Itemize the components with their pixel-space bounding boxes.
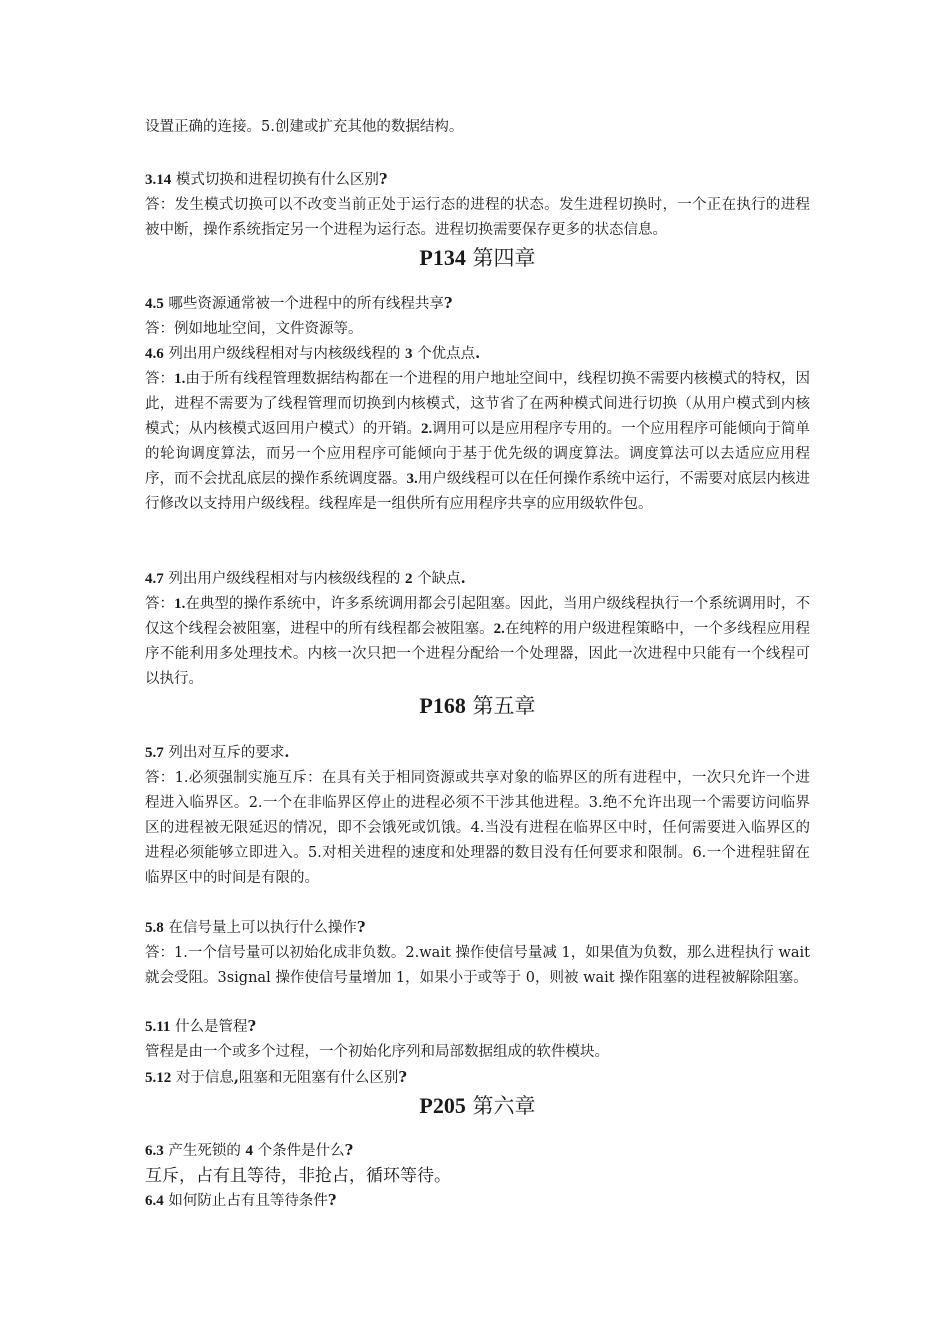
intro-text: 设置正确的连接。5.创建或扩充其他的数据结构。	[145, 119, 464, 135]
question-mark: ?	[344, 1142, 354, 1159]
question-mark: ?	[327, 1192, 337, 1209]
chapter-4-heading	[145, 244, 810, 272]
item-number: 1.	[174, 596, 186, 612]
chapter-page-ref: P134	[419, 245, 466, 270]
question-5-8	[145, 915, 810, 991]
question-text: 列出用户级线程相对与内核级线程的	[163, 571, 405, 587]
question-mark: ?	[247, 1018, 257, 1035]
item-number: 2.	[493, 621, 505, 637]
question-number: 5.8	[145, 920, 164, 936]
question-count: 4	[245, 1143, 253, 1159]
answer-text: 调用可以是应用程序专用的。一个应用程序可能倾向于简单的轮询调度算法，而另一个应用程序可能倾向于基于优先级的调度算法。调度算法可以去适应应用程序，而不会扰乱底层的操作系统调度器。	[145, 421, 811, 487]
item-number: 3.	[406, 471, 418, 487]
question-text-end: 个缺点	[412, 571, 461, 587]
answer-4-7	[145, 592, 810, 692]
answer-4-6	[145, 367, 810, 517]
chapter-5-heading	[145, 692, 810, 720]
question-mark: ?	[356, 919, 366, 936]
chapter-title: 第六章	[465, 1094, 536, 1118]
question-text: 在信号量上可以执行什么操作	[163, 920, 357, 936]
chapter-title: 第五章	[465, 694, 536, 718]
question-number: 4.5	[145, 296, 164, 312]
answer-5-7: 答：1.必须强制实施互斥：在具有关于相同资源或共享对象的临界区的所有进程中，一次只允许一个进程进入临界区。2.一个在非临界区停止的进程必须不干涉其他进程。3.绝不允许出现一个需要访问临界区的进程被无限延迟的情况，即不会饿死或饥饿。4.当没有进程在临界区中时，任何需要进入临界区的进程必须能够立即进入。5.对相关进程的速度和处理器的数目没有任何要求和限制。6.一个进程驻留在临界区中的时间是有限的。	[145, 770, 810, 886]
question-number: 5.11	[145, 1019, 171, 1035]
answer-text: 在典型的操作系统中，许多系统调用都会引起阻塞。因此，当用户级线程执行一个系统调用时，不仅这个线程会被阻塞，进程中的所有线程都会被阻塞。	[145, 596, 811, 637]
question-4-5	[145, 291, 810, 342]
question-6-3	[145, 1138, 810, 1214]
question-text: 模式切换和进程切换有什么区别	[171, 172, 379, 188]
question-4-7	[145, 566, 810, 692]
intro-paragraph	[145, 115, 810, 140]
question-number: 4.6	[145, 346, 164, 362]
question-4-6	[145, 341, 810, 517]
question-text: 产生死锁的	[163, 1143, 246, 1159]
question-3-14	[145, 167, 810, 243]
chapter-page-ref: P205	[419, 1093, 466, 1118]
answer-text: 用户级线程可以在任何操作系统中运行，不需要对底层内核进行修改以支持用户级线程。线程库是一组供所有应用程序共享的应用级软件包。	[145, 471, 810, 512]
question-text-end: 个优点点	[412, 346, 476, 362]
answer-prefix: 答：	[145, 371, 175, 387]
question-number: 5.12	[145, 1070, 172, 1086]
question-mark: ?	[443, 295, 453, 312]
question-text: 列出用户级线程相对与内核级线程的	[163, 346, 405, 362]
question-mark: .	[475, 345, 481, 362]
question-text-end: 个条件是什么	[252, 1143, 345, 1159]
question-5-11	[145, 1014, 810, 1091]
answer-5-11: 管程是由一个或多个过程，一个初始化序列和局部数据组成的软件模块。	[145, 1044, 609, 1060]
question-number: 6.3	[145, 1143, 164, 1159]
question-number: 3.14	[145, 172, 172, 188]
answer-6-3: 互斥，占有且等待，非抢占，循环等待。	[145, 1166, 451, 1186]
question-text-end: 阻塞和无阻塞有什么区别	[238, 1070, 399, 1086]
answer-5-8: 答：1.一个信号量可以初始化成非负数。2.wait 操作使信号量减 1，如果值为负数，那么进程执行 wait 就会受阻。3signal 操作使信号量增加 1，如果小于或等于 0，则被 wait 操作阻塞的进程被解除阻塞。	[145, 945, 810, 986]
question-text: 如何防止占有且等待条件	[163, 1193, 328, 1209]
question-mark: ?	[398, 1069, 407, 1086]
answer-text: 在纯粹的用户级进程策略中，一个多线程应用程序不能利用多处理技术。内核一次只把一个进程分配给一个处理器，因此一次进程中只能有一个线程可以执行。	[145, 621, 811, 687]
question-comma: ,	[233, 1069, 239, 1086]
chapter-6-heading	[145, 1092, 810, 1120]
answer-3-14: 答：发生模式切换可以不改变当前正处于运行态的进程的状态。发生进程切换时，一个正在执行的进程被中断，操作系统指定另一个进程为运行态。进程切换需要保存更多的状态信息。	[145, 197, 810, 238]
question-count: 2	[404, 571, 413, 587]
answer-text: 由于所有线程管理数据结构都在一个进程的用户地址空间中，线程切换不需要内核模式的特权，因此，进程不需要为了线程管理而切换到内核模式，这节省了在两种模式间进行切换（从用户模式到内核模式；从内核模式返回用户模式）的开销。	[145, 371, 811, 437]
answer-prefix: 答：	[145, 596, 175, 612]
chapter-title: 第四章	[465, 246, 536, 270]
question-text: 什么是管程	[170, 1019, 248, 1035]
question-text: 对于信息	[171, 1070, 234, 1086]
answer-4-5: 答：例如地址空间，文件资源等。	[145, 321, 363, 337]
question-text: 列出对互斥的要求	[163, 745, 285, 761]
question-count: 3	[404, 346, 413, 362]
question-mark: ?	[378, 171, 388, 188]
question-number: 5.7	[145, 745, 164, 761]
question-mark: .	[460, 570, 466, 587]
question-number: 4.7	[145, 571, 164, 587]
question-5-7	[145, 740, 810, 891]
item-number: 2.	[421, 421, 433, 437]
item-number: 1.	[174, 371, 186, 387]
question-mark: .	[284, 744, 290, 761]
chapter-page-ref: P168	[419, 693, 466, 718]
question-number: 6.4	[145, 1193, 164, 1209]
question-text: 哪些资源通常被一个进程中的所有线程共享	[163, 296, 444, 312]
